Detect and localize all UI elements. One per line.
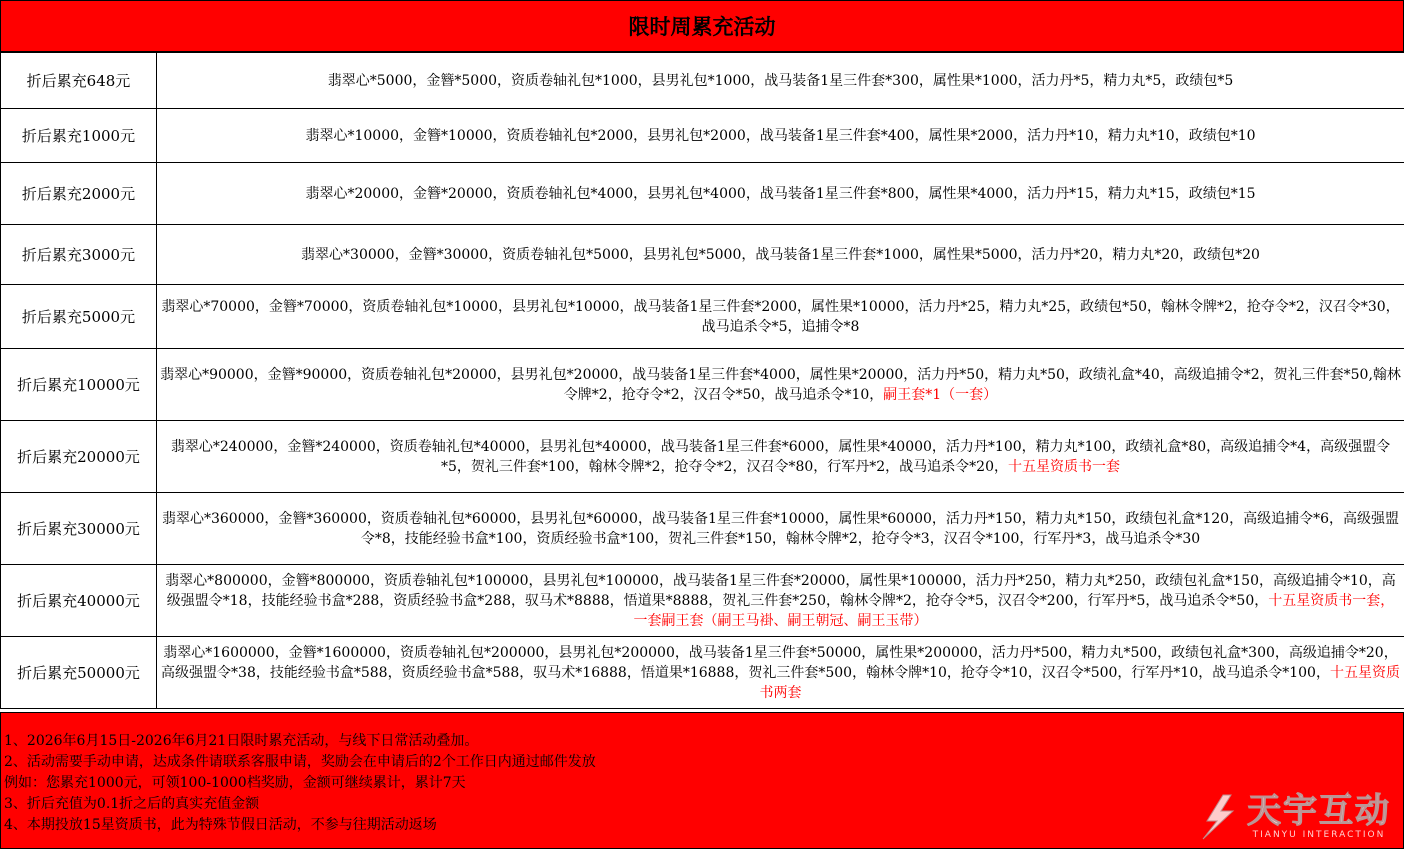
reward-text: 翡翠心*30000，金簪*30000，资质卷轴礼包*5000，县男礼包*5000，战马装备1星三件套*1000，属性果*5000，活力丹*20，精力丸*20，政绩包*20 (301, 246, 1260, 263)
reward-text: 翡翠心*70000，金簪*70000，资质卷轴礼包*10000，县男礼包*10000，战马装备1星三件套*2000，属性果*10000，活力丹*25，精力丸*25，政绩包*50，翰林令牌*2，抢夺令*2，汉召令*30，战马追杀令*5，追捕令*8 (161, 298, 1400, 335)
table-row (1, 637, 1404, 709)
reward-text: 翡翠心*800000，金簪*800000，资质卷轴礼包*100000，县男礼包*100000，战马装备1星三件套*20000，属性果*100000，活力丹*250，精力丸*250，政绩包礼盒*150，高级追捕令*10，高级强盟令*18，技能经验书盒*288，资质经验书盒*288，驭马术*8888，悟道果*8888，贺礼三件套*250，翰林令牌*2，抢夺令*5，汉召令*200，行军丹*5，战马追杀令*50， (165, 572, 1396, 609)
tier-rewards (157, 53, 1404, 109)
reward-text: 翡翠心*5000，金簪*5000，资质卷轴礼包*1000，县男礼包*1000，战马装备1星三件套*300，属性果*1000，活力丹*5，精力丸*5，政绩包*5 (327, 72, 1234, 89)
reward-text: 翡翠心*20000，金簪*20000，资质卷轴礼包*4000，县男礼包*4000，战马装备1星三件套*800，属性果*4000，活力丹*15，精力丸*15，政绩包*15 (305, 185, 1256, 202)
note-line: 例如：您累充1000元，可领100-1000档奖励，金额可继续累计，累计7天 (4, 775, 466, 791)
reward-text: 翡翠心*240000，金簪*240000，资质卷轴礼包*40000，县男礼包*40000，战马装备1星三件套*6000，属性果*40000，活力丹*100，精力丸*100，政绩礼盒*80，高级追捕令*4，高级强盟令*5，贺礼三件套*100，翰林令牌*2，抢夺令*2，汉召令*80，行军丹*2，战马追杀令*20， (170, 438, 1391, 475)
tier-label: 折后累充5000元 (1, 285, 157, 349)
reward-highlight: 十五星资质书两套 (759, 664, 1400, 701)
tier-label: 折后累充30000元 (1, 493, 157, 565)
tier-rewards (157, 565, 1404, 637)
tier-label: 折后累充648元 (1, 53, 157, 109)
tier-label: 折后累充2000元 (1, 163, 157, 225)
notes-panel (0, 712, 1404, 849)
reward-highlight: 嗣王套*1（一套） (883, 386, 998, 403)
tier-label: 折后累充20000元 (1, 421, 157, 493)
table-row (1, 163, 1404, 225)
page-title: 限时周累充活动 (0, 0, 1404, 52)
tier-label: 折后累充50000元 (1, 637, 157, 709)
tier-rewards (157, 349, 1404, 421)
tier-rewards (157, 493, 1404, 565)
reward-table (0, 52, 1404, 709)
tier-label: 折后累充1000元 (1, 109, 157, 163)
table-row (1, 285, 1404, 349)
table-row (1, 565, 1404, 637)
table-row (1, 53, 1404, 109)
tier-rewards (157, 285, 1404, 349)
table-row (1, 109, 1404, 163)
reward-highlight: 十五星资质书一套，一套嗣王套（嗣王马褂、嗣王朝冠、嗣王玉带） (633, 592, 1395, 629)
tier-rewards (157, 225, 1404, 285)
reward-text: 翡翠心*90000，金簪*90000，资质卷轴礼包*20000，县男礼包*20000，战马装备1星三件套*4000，属性果*20000，活力丹*50，精力丸*50，政绩礼盒*40，高级追捕令*2，贺礼三件套*50,翰林令牌*2，抢夺令*2，汉召令*50，战马追杀令*10， (160, 366, 1401, 403)
tier-rewards (157, 109, 1404, 163)
tier-label: 折后累充10000元 (1, 349, 157, 421)
note-line: 4、本期投放15星资质书，此为特殊节假日活动，不参与往期活动返场 (4, 817, 437, 833)
note-line: 2、活动需要手动申请，达成条件请联系客服申请，奖励会在申请后的2个工作日内通过邮件发放 (4, 754, 596, 770)
table-row (1, 421, 1404, 493)
logo-tagline: TIANYU INTERACTION (1252, 830, 1386, 840)
reward-text: 翡翠心*360000，金簪*360000，资质卷轴礼包*60000，县男礼包*60000，战马装备1星三件套*10000，属性果*60000，活力丹*150，精力丸*150，政绩包礼盒*120，高级追捕令*6，高级强盟令*8，技能经验书盒*100，资质经验书盒*100，贺礼三件套*150，翰林令牌*2，抢夺令*3，汉召令*100，行军丹*3，战马追杀令*30 (161, 510, 1399, 547)
tier-rewards (157, 163, 1404, 225)
tier-rewards (157, 421, 1404, 493)
brand-logo (1193, 788, 1393, 844)
tier-label: 折后累充40000元 (1, 565, 157, 637)
table-row (1, 225, 1404, 285)
reward-highlight: 十五星资质书一套 (1007, 458, 1120, 475)
reward-text: 翡翠心*1600000，金簪*1600000，资质卷轴礼包*200000，县男礼包*200000，战马装备1星三件套*50000，属性果*200000，活力丹*500，精力丸*500，政绩包礼盒*300，高级追捕令*20，高级强盟令*38，技能经验书盒*588，资质经验书盒*588，驭马术*16888，悟道果*16888，贺礼三件套*500，翰林令牌*10，抢夺令*10，汉召令*500，行军丹*10，战马追杀令*100， (161, 644, 1398, 681)
tier-rewards (157, 637, 1404, 709)
tier-label: 折后累充3000元 (1, 225, 157, 285)
table-row (1, 349, 1404, 421)
note-line: 1、2026年6月15日-2026年6月21日限时累充活动，与线下日常活动叠加。 (4, 733, 479, 749)
note-line: 3、折后充值为0.1折之后的真实充值金额 (4, 796, 260, 812)
swoosh-logo-icon (1193, 791, 1243, 841)
logo-wordmark: 天宇互动 (1247, 791, 1391, 831)
table-row (1, 493, 1404, 565)
reward-text: 翡翠心*10000，金簪*10000，资质卷轴礼包*2000，县男礼包*2000，战马装备1星三件套*400，属性果*2000，活力丹*10，精力丸*10，政绩包*10 (305, 127, 1256, 144)
